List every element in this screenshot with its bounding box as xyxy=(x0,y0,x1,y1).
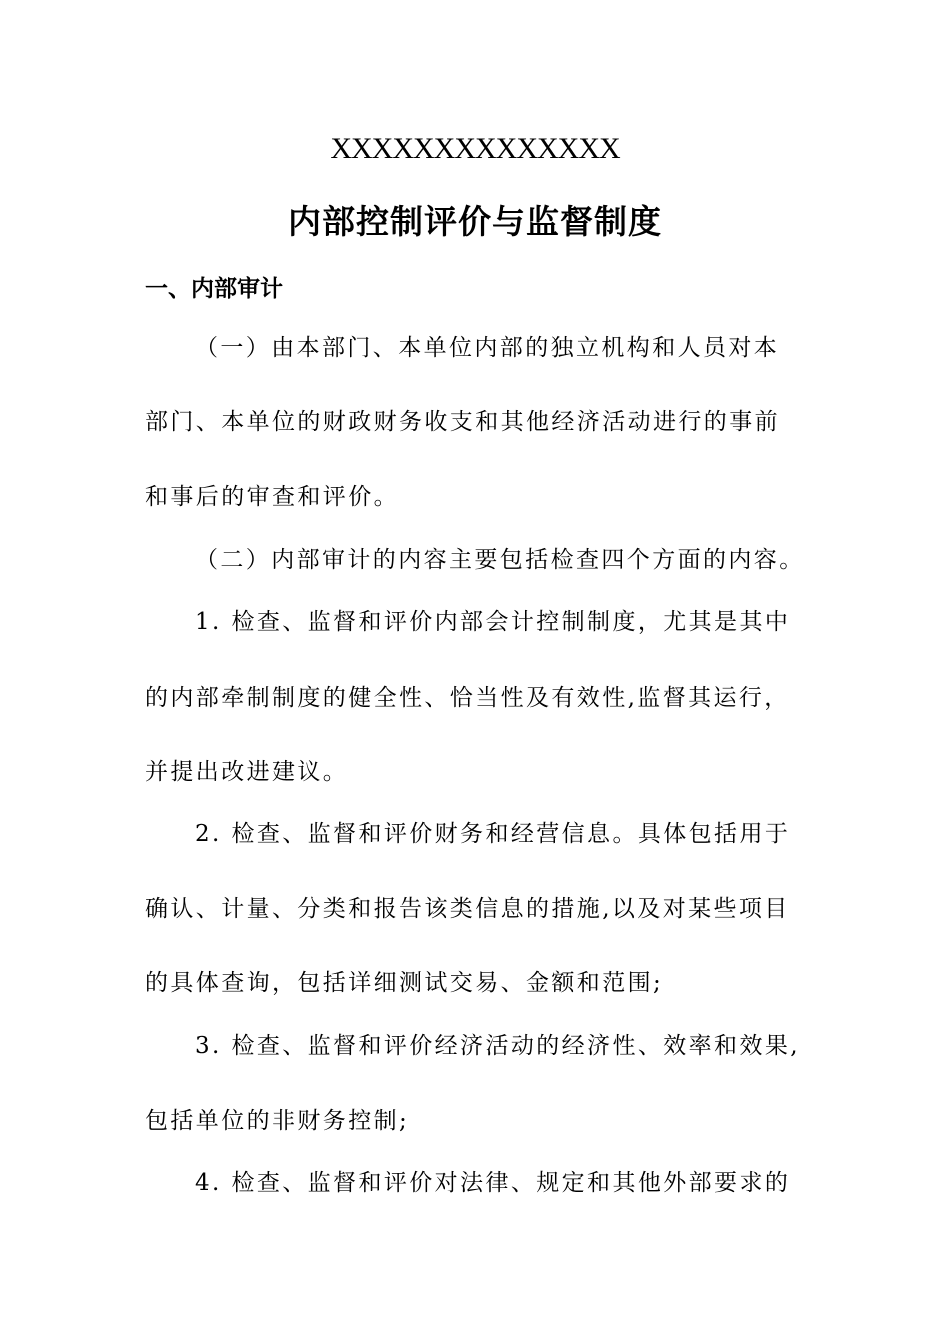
paragraph-line: 并提出改进建议。 xyxy=(145,759,349,785)
paragraph-line: 的具体查询，包括详细测试交易、金额和范围; xyxy=(145,970,664,996)
paragraph-line: 和事后的审查和评价。 xyxy=(145,484,399,510)
section-heading-internal-audit: 一、内部审计 xyxy=(145,276,283,302)
paragraph-line: 部门、本单位的财政财务收支和其他经济活动进行的事前 xyxy=(145,409,780,435)
paragraph-line: 2. 检查、监督和评价财务和经营信息。具体包括用于 xyxy=(195,821,791,847)
document-title: 内部控制评价与监督制度 xyxy=(288,202,662,241)
organization-name: XXXXXXXXXXXXXX xyxy=(330,132,620,165)
paragraph-line: 的内部牵制制度的健全性、恰当性及有效性,监督其运行， xyxy=(145,685,790,711)
paragraph-line: 确认、计量、分类和报告该类信息的措施,以及对某些项目 xyxy=(145,896,790,922)
paragraph-line: 3. 检查、监督和评价经济活动的经济性、效率和效果, xyxy=(195,1033,800,1059)
paragraph-line: 包括单位的非财务控制; xyxy=(145,1108,410,1134)
paragraph-line: （一）由本部门、本单位内部的独立机构和人员对本 xyxy=(195,335,780,361)
paragraph-line: 4. 检查、监督和评价对法律、规定和其他外部要求的 xyxy=(195,1170,791,1196)
paragraph-line: 1. 检查、监督和评价内部会计控制制度，尤其是其中 xyxy=(195,609,791,635)
paragraph-line: （二）内部审计的内容主要包括检查四个方面的内容。 xyxy=(195,547,805,573)
